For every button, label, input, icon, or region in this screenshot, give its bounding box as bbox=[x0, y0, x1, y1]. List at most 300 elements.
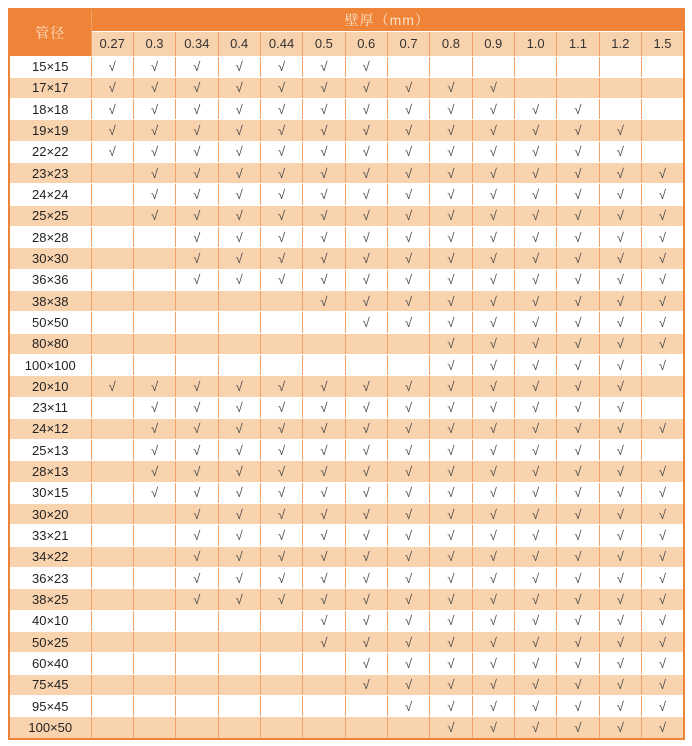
check-cell: √ bbox=[303, 610, 345, 631]
size-cell: 40×10 bbox=[9, 610, 91, 631]
check-cell: √ bbox=[303, 163, 345, 184]
empty-cell bbox=[260, 674, 302, 695]
table-row bbox=[9, 653, 684, 674]
check-cell: √ bbox=[345, 205, 387, 226]
check-cell: √ bbox=[472, 163, 514, 184]
empty-cell bbox=[91, 312, 133, 333]
empty-cell bbox=[91, 269, 133, 290]
check-cell: √ bbox=[133, 397, 175, 418]
size-cell: 18×18 bbox=[9, 99, 91, 120]
empty-cell bbox=[514, 77, 556, 98]
check-cell: √ bbox=[557, 397, 599, 418]
size-cell: 22×22 bbox=[9, 141, 91, 162]
size-cell: 33×21 bbox=[9, 525, 91, 546]
check-cell: √ bbox=[430, 418, 472, 439]
check-cell: √ bbox=[176, 120, 218, 141]
check-cell: √ bbox=[557, 440, 599, 461]
pipe-size-wall-thickness-table bbox=[8, 8, 685, 740]
check-cell: √ bbox=[557, 653, 599, 674]
check-cell: √ bbox=[472, 440, 514, 461]
check-cell: √ bbox=[472, 312, 514, 333]
empty-cell bbox=[260, 333, 302, 354]
check-cell: √ bbox=[514, 717, 556, 739]
check-cell: √ bbox=[176, 184, 218, 205]
check-cell: √ bbox=[472, 290, 514, 311]
check-cell: √ bbox=[303, 568, 345, 589]
check-cell: √ bbox=[641, 248, 684, 269]
check-cell: √ bbox=[218, 525, 260, 546]
size-cell: 24×12 bbox=[9, 418, 91, 439]
table-row bbox=[9, 695, 684, 716]
empty-cell bbox=[176, 312, 218, 333]
check-cell: √ bbox=[387, 504, 429, 525]
check-cell: √ bbox=[472, 504, 514, 525]
empty-cell bbox=[641, 99, 684, 120]
check-cell: √ bbox=[599, 333, 641, 354]
empty-cell bbox=[91, 482, 133, 503]
check-cell: √ bbox=[641, 418, 684, 439]
table-row bbox=[9, 610, 684, 631]
check-cell: √ bbox=[599, 141, 641, 162]
check-cell: √ bbox=[599, 674, 641, 695]
size-cell: 25×13 bbox=[9, 440, 91, 461]
check-cell: √ bbox=[557, 525, 599, 546]
check-cell: √ bbox=[641, 695, 684, 716]
check-cell: √ bbox=[303, 482, 345, 503]
empty-cell bbox=[176, 695, 218, 716]
empty-cell bbox=[91, 163, 133, 184]
empty-cell bbox=[133, 525, 175, 546]
check-cell: √ bbox=[599, 397, 641, 418]
check-cell: √ bbox=[641, 610, 684, 631]
check-cell: √ bbox=[345, 674, 387, 695]
check-cell: √ bbox=[641, 717, 684, 739]
check-cell: √ bbox=[599, 653, 641, 674]
empty-cell bbox=[218, 312, 260, 333]
check-cell: √ bbox=[430, 248, 472, 269]
empty-cell bbox=[218, 717, 260, 739]
empty-cell bbox=[91, 248, 133, 269]
table-row bbox=[9, 312, 684, 333]
table-row bbox=[9, 290, 684, 311]
empty-cell bbox=[387, 354, 429, 375]
check-cell: √ bbox=[345, 504, 387, 525]
check-cell: √ bbox=[218, 440, 260, 461]
check-cell: √ bbox=[430, 525, 472, 546]
empty-cell bbox=[91, 227, 133, 248]
empty-cell bbox=[387, 333, 429, 354]
check-cell: √ bbox=[472, 269, 514, 290]
check-cell: √ bbox=[514, 589, 556, 610]
check-cell: √ bbox=[260, 205, 302, 226]
check-cell: √ bbox=[303, 546, 345, 567]
check-cell: √ bbox=[514, 99, 556, 120]
check-cell: √ bbox=[430, 653, 472, 674]
check-cell: √ bbox=[599, 376, 641, 397]
empty-cell bbox=[91, 653, 133, 674]
check-cell: √ bbox=[260, 482, 302, 503]
check-cell: √ bbox=[133, 440, 175, 461]
check-cell: √ bbox=[430, 269, 472, 290]
empty-cell bbox=[133, 290, 175, 311]
check-cell: √ bbox=[599, 525, 641, 546]
check-cell: √ bbox=[303, 461, 345, 482]
empty-cell bbox=[91, 525, 133, 546]
check-cell: √ bbox=[514, 504, 556, 525]
check-cell: √ bbox=[387, 290, 429, 311]
check-cell: √ bbox=[260, 568, 302, 589]
check-cell: √ bbox=[557, 312, 599, 333]
check-cell: √ bbox=[133, 163, 175, 184]
check-cell: √ bbox=[472, 695, 514, 716]
check-cell: √ bbox=[557, 376, 599, 397]
empty-cell bbox=[218, 653, 260, 674]
thickness-header: 0.9 bbox=[472, 31, 514, 56]
table-row bbox=[9, 77, 684, 98]
empty-cell bbox=[345, 695, 387, 716]
check-cell: √ bbox=[345, 290, 387, 311]
check-cell: √ bbox=[387, 77, 429, 98]
check-cell: √ bbox=[599, 610, 641, 631]
empty-cell bbox=[641, 397, 684, 418]
check-cell: √ bbox=[176, 56, 218, 77]
check-cell: √ bbox=[472, 653, 514, 674]
check-cell: √ bbox=[133, 461, 175, 482]
thickness-header: 0.5 bbox=[303, 31, 345, 56]
table-row bbox=[9, 397, 684, 418]
check-cell: √ bbox=[641, 461, 684, 482]
check-cell: √ bbox=[218, 418, 260, 439]
check-cell: √ bbox=[176, 376, 218, 397]
empty-cell bbox=[345, 354, 387, 375]
check-cell: √ bbox=[218, 77, 260, 98]
check-cell: √ bbox=[514, 312, 556, 333]
check-cell: √ bbox=[260, 461, 302, 482]
check-cell: √ bbox=[218, 184, 260, 205]
check-cell: √ bbox=[345, 418, 387, 439]
check-cell: √ bbox=[387, 418, 429, 439]
check-cell: √ bbox=[303, 440, 345, 461]
check-cell: √ bbox=[387, 163, 429, 184]
check-cell: √ bbox=[303, 184, 345, 205]
check-cell: √ bbox=[218, 205, 260, 226]
thickness-header: 0.27 bbox=[91, 31, 133, 56]
check-cell: √ bbox=[430, 312, 472, 333]
size-cell: 23×23 bbox=[9, 163, 91, 184]
check-cell: √ bbox=[387, 440, 429, 461]
check-cell: √ bbox=[430, 397, 472, 418]
check-cell: √ bbox=[303, 290, 345, 311]
check-cell: √ bbox=[345, 227, 387, 248]
check-cell: √ bbox=[599, 312, 641, 333]
check-cell: √ bbox=[91, 376, 133, 397]
thickness-header: 0.6 bbox=[345, 31, 387, 56]
check-cell: √ bbox=[430, 674, 472, 695]
table-row bbox=[9, 461, 684, 482]
check-cell: √ bbox=[430, 717, 472, 739]
check-cell: √ bbox=[260, 376, 302, 397]
check-cell: √ bbox=[514, 227, 556, 248]
check-cell: √ bbox=[387, 525, 429, 546]
size-cell: 95×45 bbox=[9, 695, 91, 716]
pipe-spec-table-container bbox=[8, 8, 685, 740]
check-cell: √ bbox=[557, 418, 599, 439]
check-cell: √ bbox=[387, 482, 429, 503]
empty-cell bbox=[514, 56, 556, 77]
size-cell: 50×25 bbox=[9, 631, 91, 652]
table-row bbox=[9, 269, 684, 290]
check-cell: √ bbox=[599, 568, 641, 589]
empty-cell bbox=[557, 56, 599, 77]
check-cell: √ bbox=[557, 205, 599, 226]
check-cell: √ bbox=[260, 99, 302, 120]
check-cell: √ bbox=[387, 397, 429, 418]
check-cell: √ bbox=[345, 120, 387, 141]
check-cell: √ bbox=[557, 354, 599, 375]
check-cell: √ bbox=[218, 482, 260, 503]
size-cell: 28×28 bbox=[9, 227, 91, 248]
empty-cell bbox=[303, 653, 345, 674]
check-cell: √ bbox=[472, 333, 514, 354]
check-cell: √ bbox=[514, 653, 556, 674]
empty-cell bbox=[176, 354, 218, 375]
table-row bbox=[9, 717, 684, 739]
check-cell: √ bbox=[260, 248, 302, 269]
empty-cell bbox=[303, 333, 345, 354]
empty-cell bbox=[176, 674, 218, 695]
empty-cell bbox=[260, 610, 302, 631]
check-cell: √ bbox=[387, 631, 429, 652]
size-cell: 80×80 bbox=[9, 333, 91, 354]
table-row bbox=[9, 99, 684, 120]
check-cell: √ bbox=[599, 205, 641, 226]
size-cell: 30×15 bbox=[9, 482, 91, 503]
table-row bbox=[9, 354, 684, 375]
empty-cell bbox=[91, 440, 133, 461]
check-cell: √ bbox=[387, 120, 429, 141]
check-cell: √ bbox=[557, 227, 599, 248]
check-cell: √ bbox=[557, 99, 599, 120]
check-cell: √ bbox=[176, 546, 218, 567]
check-cell: √ bbox=[387, 99, 429, 120]
check-cell: √ bbox=[599, 589, 641, 610]
check-cell: √ bbox=[176, 141, 218, 162]
check-cell: √ bbox=[472, 205, 514, 226]
empty-cell bbox=[91, 184, 133, 205]
table-row bbox=[9, 525, 684, 546]
check-cell: √ bbox=[430, 77, 472, 98]
check-cell: √ bbox=[472, 674, 514, 695]
check-cell: √ bbox=[641, 525, 684, 546]
empty-cell bbox=[133, 631, 175, 652]
check-cell: √ bbox=[387, 376, 429, 397]
empty-cell bbox=[91, 717, 133, 739]
check-cell: √ bbox=[345, 461, 387, 482]
check-cell: √ bbox=[514, 184, 556, 205]
empty-cell bbox=[91, 205, 133, 226]
check-cell: √ bbox=[345, 99, 387, 120]
check-cell: √ bbox=[430, 482, 472, 503]
table-row bbox=[9, 440, 684, 461]
check-cell: √ bbox=[514, 290, 556, 311]
check-cell: √ bbox=[345, 269, 387, 290]
check-cell: √ bbox=[557, 568, 599, 589]
check-cell: √ bbox=[218, 376, 260, 397]
empty-cell bbox=[345, 333, 387, 354]
empty-cell bbox=[91, 418, 133, 439]
empty-cell bbox=[260, 653, 302, 674]
check-cell: √ bbox=[430, 461, 472, 482]
empty-cell bbox=[260, 631, 302, 652]
check-cell: √ bbox=[514, 525, 556, 546]
check-cell: √ bbox=[260, 525, 302, 546]
check-cell: √ bbox=[514, 440, 556, 461]
check-cell: √ bbox=[218, 568, 260, 589]
check-cell: √ bbox=[133, 376, 175, 397]
check-cell: √ bbox=[641, 269, 684, 290]
empty-cell bbox=[218, 610, 260, 631]
check-cell: √ bbox=[303, 376, 345, 397]
check-cell: √ bbox=[430, 205, 472, 226]
check-cell: √ bbox=[133, 77, 175, 98]
check-cell: √ bbox=[218, 397, 260, 418]
table-row bbox=[9, 376, 684, 397]
empty-cell bbox=[176, 631, 218, 652]
check-cell: √ bbox=[133, 418, 175, 439]
check-cell: √ bbox=[260, 77, 302, 98]
check-cell: √ bbox=[514, 695, 556, 716]
check-cell: √ bbox=[176, 99, 218, 120]
empty-cell bbox=[260, 717, 302, 739]
check-cell: √ bbox=[218, 461, 260, 482]
check-cell: √ bbox=[91, 77, 133, 98]
check-cell: √ bbox=[599, 504, 641, 525]
check-cell: √ bbox=[557, 290, 599, 311]
table-body bbox=[9, 56, 684, 739]
check-cell: √ bbox=[91, 141, 133, 162]
check-cell: √ bbox=[599, 163, 641, 184]
check-cell: √ bbox=[260, 418, 302, 439]
check-cell: √ bbox=[345, 77, 387, 98]
empty-cell bbox=[218, 695, 260, 716]
check-cell: √ bbox=[557, 589, 599, 610]
empty-cell bbox=[303, 695, 345, 716]
check-cell: √ bbox=[387, 568, 429, 589]
empty-cell bbox=[91, 546, 133, 567]
check-cell: √ bbox=[176, 227, 218, 248]
check-cell: √ bbox=[641, 163, 684, 184]
check-cell: √ bbox=[430, 120, 472, 141]
empty-cell bbox=[91, 333, 133, 354]
check-cell: √ bbox=[133, 482, 175, 503]
empty-cell bbox=[91, 589, 133, 610]
check-cell: √ bbox=[387, 589, 429, 610]
empty-cell bbox=[176, 290, 218, 311]
check-cell: √ bbox=[514, 120, 556, 141]
check-cell: √ bbox=[472, 376, 514, 397]
empty-cell bbox=[133, 589, 175, 610]
check-cell: √ bbox=[133, 205, 175, 226]
check-cell: √ bbox=[430, 141, 472, 162]
empty-cell bbox=[133, 248, 175, 269]
empty-cell bbox=[133, 354, 175, 375]
check-cell: √ bbox=[176, 269, 218, 290]
check-cell: √ bbox=[557, 546, 599, 567]
check-cell: √ bbox=[260, 56, 302, 77]
check-cell: √ bbox=[260, 227, 302, 248]
empty-cell bbox=[133, 717, 175, 739]
check-cell: √ bbox=[260, 163, 302, 184]
empty-cell bbox=[641, 141, 684, 162]
empty-cell bbox=[91, 631, 133, 652]
size-cell: 75×45 bbox=[9, 674, 91, 695]
check-cell: √ bbox=[557, 504, 599, 525]
table-row bbox=[9, 333, 684, 354]
check-cell: √ bbox=[599, 227, 641, 248]
check-cell: √ bbox=[472, 397, 514, 418]
empty-cell bbox=[260, 312, 302, 333]
check-cell: √ bbox=[472, 482, 514, 503]
check-cell: √ bbox=[260, 120, 302, 141]
empty-cell bbox=[599, 77, 641, 98]
check-cell: √ bbox=[176, 482, 218, 503]
check-cell: √ bbox=[557, 269, 599, 290]
empty-cell bbox=[91, 568, 133, 589]
check-cell: √ bbox=[514, 461, 556, 482]
check-cell: √ bbox=[91, 120, 133, 141]
check-cell: √ bbox=[557, 610, 599, 631]
check-cell: √ bbox=[218, 56, 260, 77]
check-cell: √ bbox=[176, 525, 218, 546]
check-cell: √ bbox=[387, 227, 429, 248]
empty-cell bbox=[430, 56, 472, 77]
check-cell: √ bbox=[133, 184, 175, 205]
check-cell: √ bbox=[472, 141, 514, 162]
empty-cell bbox=[303, 674, 345, 695]
table-row bbox=[9, 631, 684, 652]
empty-cell bbox=[218, 290, 260, 311]
check-cell: √ bbox=[430, 290, 472, 311]
empty-cell bbox=[133, 610, 175, 631]
size-cell: 34×22 bbox=[9, 546, 91, 567]
check-cell: √ bbox=[387, 205, 429, 226]
check-cell: √ bbox=[641, 546, 684, 567]
check-cell: √ bbox=[387, 461, 429, 482]
check-cell: √ bbox=[557, 141, 599, 162]
empty-cell bbox=[133, 333, 175, 354]
check-cell: √ bbox=[345, 163, 387, 184]
check-cell: √ bbox=[514, 397, 556, 418]
check-cell: √ bbox=[133, 141, 175, 162]
check-cell: √ bbox=[387, 610, 429, 631]
thickness-header: 1.2 bbox=[599, 31, 641, 56]
check-cell: √ bbox=[303, 120, 345, 141]
check-cell: √ bbox=[387, 653, 429, 674]
check-cell: √ bbox=[176, 397, 218, 418]
check-cell: √ bbox=[472, 717, 514, 739]
check-cell: √ bbox=[303, 589, 345, 610]
empty-cell bbox=[176, 717, 218, 739]
check-cell: √ bbox=[218, 589, 260, 610]
check-cell: √ bbox=[641, 653, 684, 674]
check-cell: √ bbox=[176, 248, 218, 269]
wall-thickness-group-header: 壁厚（mm） bbox=[91, 9, 684, 31]
check-cell: √ bbox=[641, 504, 684, 525]
check-cell: √ bbox=[472, 568, 514, 589]
check-cell: √ bbox=[218, 99, 260, 120]
check-cell: √ bbox=[514, 418, 556, 439]
check-cell: √ bbox=[472, 418, 514, 439]
